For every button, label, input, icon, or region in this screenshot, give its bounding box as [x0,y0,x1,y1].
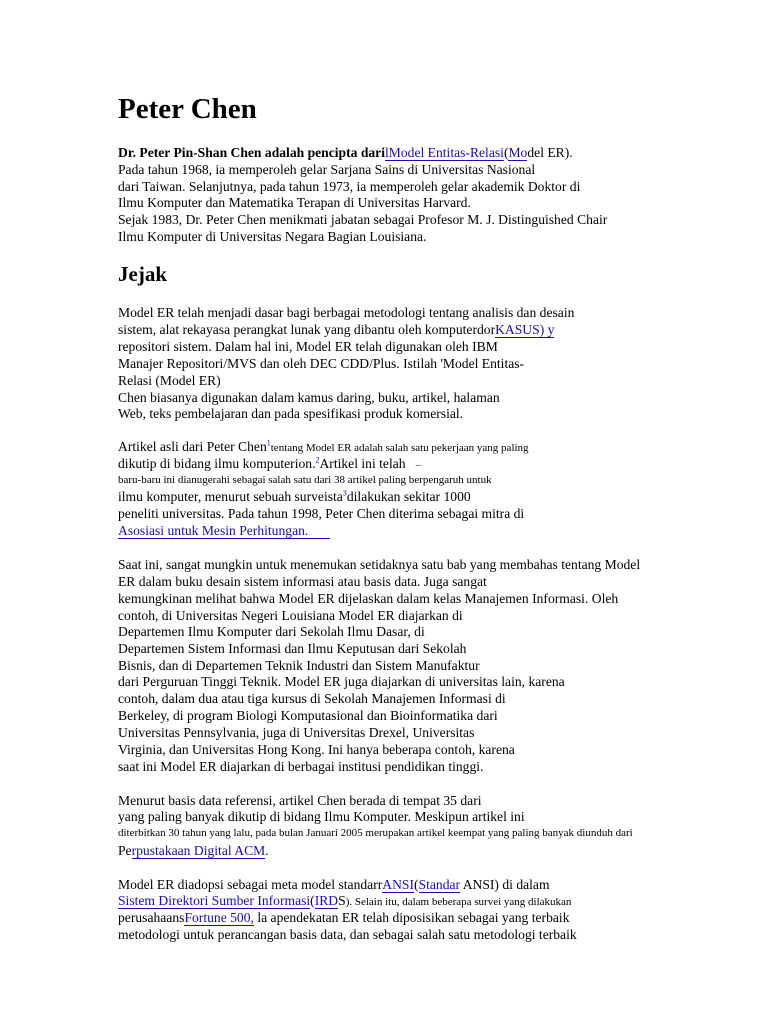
footnote-2[interactable]: 2 [315,455,320,465]
link-fortune-500[interactable]: Fortune 500, [184,910,254,925]
p2-l1-text: Artikel asli dari Peter Chen [118,439,267,454]
p2-line-6 [118,522,330,539]
page-title: Peter Chen [118,93,257,125]
p1-line-5: Relasi (Model ER) [118,373,221,388]
p2-line-5: peneliti universitas. Pada tahun 1998, Peter Chen diterima sebagai mitra di [118,506,525,521]
p2-l4-text: ilmu komputer, menurut sebuah surveista [118,489,343,504]
p5-l3-text: perusahaans [118,910,185,925]
p5-line-3 [118,909,570,926]
p4-line-3: diterbitkan 30 tahun yang lalu, pada bulan Januari 2005 merupakan artikel keempat yang paling banyak diunduh dari [118,827,633,839]
p2-dash: – [415,459,422,471]
link-perpustakaan-digital-acm[interactable]: rpustakaan Digital ACM [131,843,266,858]
intro-line-6: Ilmu Komputer di Universitas Negara Bagian Louisiana. [118,229,427,244]
footnote-3[interactable]: 3 [342,488,347,498]
p4-line-2: yang paling banyak dikutip di bidang Ilmu Komputer. Meskipun artikel ini [118,809,525,824]
intro-line-3: dari Taiwan. Selanjutnya, pada tahun 1973, ia memperoleh gelar akademik Doktor di [118,179,581,194]
link-ansi[interactable]: ANSI [382,877,414,892]
p5-l1-tail: ANSI) di dalam [460,877,550,892]
link-kasus[interactable]: KASUS) y [495,322,555,337]
footnote-1[interactable]: 1 [266,438,271,448]
p1-line-6: Chen biasanya digunakan dalam kamus daring, buku, artikel, halaman [118,390,500,405]
p4-line-4 [118,842,269,859]
p2-l4-text-b: dilakukan sekitar 1000 [346,489,471,504]
p3-line: Virginia, dan Universitas Hong Kong. Ini hanya beberapa contoh, karena [118,742,515,757]
p4-line-1: Menurut basis data referensi, artikel Chen berada di tempat 35 dari [118,793,482,808]
link-standar[interactable]: Standar [418,877,461,892]
p3-line: Berkeley, di program Biologi Komputasional dan Bioinformatika dari [118,708,498,723]
intro-line-5: Sejak 1983, Dr. Peter Chen menikmati jabatan sebagai Profesor M. J. Distinguished Chair [118,212,608,227]
link-asosiasi-mesin-perhitungan[interactable]: Asosiasi untuk Mesin Perhitungan. [118,523,330,539]
link-model[interactable]: Mo [508,145,528,160]
p3-line: Universitas Pennsylvania, juga di Universitas Drexel, Universitas [118,725,475,740]
p3-line: contoh, di Universitas Negeri Louisiana Model ER diajarkan di [118,608,463,623]
p3-line: ER dalam buku desain sistem informasi atau basis data. Juga sangat [118,574,487,589]
p2-l2-text-b: Artikel ini telah [319,456,406,471]
link-ird[interactable]: IRD [314,893,339,908]
link-sistem-direktori-sumber-informasi[interactable]: Sistem Direktori Sumber Informasi [118,893,311,908]
p5-l3-tail: la apendekatan ER telah diposisikan sebagai yang terbaik [253,910,570,925]
p5-l2-paren: ( [310,893,315,908]
p1-line-7: Web, teks pembelajaran dan pada spesifikasi produk komersial. [118,406,464,421]
intro-tail-text: del ER). [527,145,573,160]
p3-line: Saat ini, sangat mungkin untuk menemukan setidaknya satu bab yang membahas tentang Model [118,557,641,572]
intro-line-4: Ilmu Komputer dan Matematika Terapan di Universitas Harvard. [118,195,471,210]
section-heading-jejak: Jejak [118,262,167,286]
p3-line: Departemen Sistem Informasi dan Ilmu Keputusan dari Sekolah [118,641,467,656]
p5-l2-s: S [338,893,346,908]
p3-line: kemungkinan melihat bahwa Model ER dijelaskan dalam kelas Manajemen Informasi. Oleh [118,591,619,606]
p5-line-1 [118,876,550,893]
p3-line: Bisnis, dan di Departemen Teknik Industri dan Sistem Manufaktur [118,658,480,673]
p1-line-4: Manajer Repositori/MVS dan oleh DEC CDD/Plus. Istilah 'Model Entitas- [118,356,525,371]
intro-line-1 [118,144,573,161]
link-model-entitas-relasi[interactable]: lModel Entitas-Relasi [385,145,504,160]
p2-l1-small-text: tentang Model ER adalah salah satu pekerjaan yang paling [270,442,529,454]
p2-line-4 [118,488,471,505]
paren-text: ( [503,145,509,160]
p1-line-2-text: sistem, alat rekayasa perangkat lunak yang dibantu oleh komputerdor [118,322,496,337]
p3-line: dari Perguruan Tinggi Teknik. Model ER juga diajarkan di universitas lain, karena [118,674,565,689]
p1-line-3: repositori sistem. Dalam hal ini, Model ER telah digunakan oleh IBM [118,339,498,354]
p2-l2-text: dikutip di bidang ilmu komputerion. [118,456,316,471]
p5-l2-small-text: ). Selain itu, dalam beberapa survei yang dilakukan [345,896,572,908]
p4-l4-text: Pe [118,843,132,858]
p3-line: contoh, dalam dua atau tiga kursus di Sekolah Manajemen Informasi di [118,691,506,706]
p5-l1-paren: ( [414,877,419,892]
p1-line-1: Model ER telah menjadi dasar bagi berbagai metodologi tentang analisis dan desain [118,305,575,320]
p3-line: Departemen Ilmu Komputer dari Sekolah Ilmu Dasar, di [118,624,425,639]
p3-line: saat ini Model ER diajarkan di berbagai institusi pendidikan tinggi. [118,759,484,774]
p5-line-4: metodologi untuk perancangan basis data, dan sebagai salah satu metodologi terbaik [118,927,577,942]
p4-l4-period: . [265,843,269,858]
p2-line-3: baru-baru ini dianugerahi sebagai salah satu dari 38 artikel paling berpengaruh untuk [118,474,492,486]
p1-line-2 [118,321,554,338]
p5-l1-text: Model ER diadopsi sebagai meta model standarr [118,877,383,892]
intro-line-2: Pada tahun 1968, ia memperoleh gelar Sarjana Sains di Universitas Nasional [118,162,536,177]
intro-bold-text: Dr. Peter Pin-Shan Chen adalah pencipta dari [118,145,385,160]
